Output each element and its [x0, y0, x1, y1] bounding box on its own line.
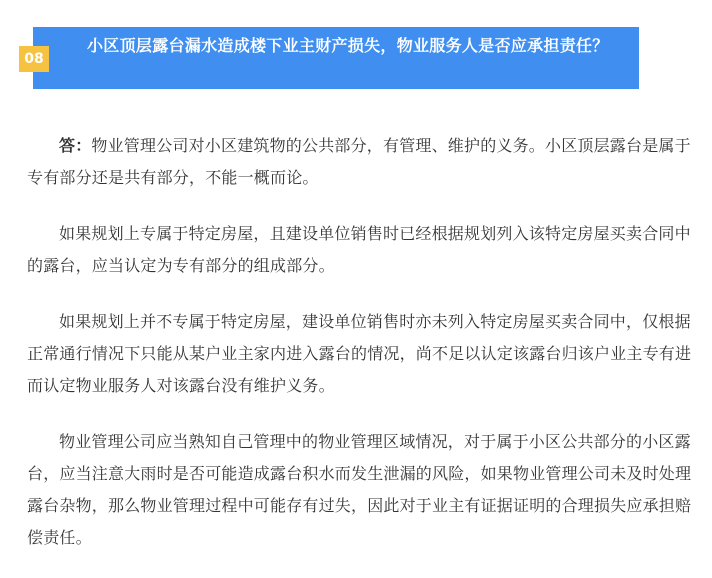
answer-label: 答：	[59, 136, 92, 155]
question-header	[19, 27, 639, 89]
question-title: 小区顶层露台漏水造成楼下业主财产损失，物业服务人是否应承担责任？	[87, 36, 609, 55]
paragraph-text: 物业管理公司对小区建筑物的公共部分，有管理、维护的义务。小区顶层露台是属于专有部分还是共有部分，不能一概而论。	[27, 136, 691, 187]
answer-paragraph-1	[27, 130, 699, 194]
answer-body	[27, 130, 699, 578]
question-title-bar	[33, 27, 639, 89]
answer-paragraph-3: 如果规划上并不专属于特定房屋，建设单位销售时亦未列入特定房屋买卖合同中，仅根据正常通行情况下只能从某户业主家内进入露台的情况，尚不足以认定该露台归该户业主专有进而认定物业服务人对该露台没有维护义务。	[27, 312, 692, 395]
answer-paragraph-4: 物业管理公司应当熟知自己管理中的物业管理区域情况，对于属于小区公共部分的小区露台，应当注意大雨时是否可能造成露台积水而发生泄漏的风险，如果物业管理公司未及时处理露台杂物，那么物业管理过程中可能存有过失，因此对于业主有证据证明的合理损失应承担赔偿责任。	[27, 432, 692, 547]
answer-paragraph-2: 如果规划上专属于特定房屋，且建设单位销售时已经根据规划列入该特定房屋买卖合同中的露台，应当认定为专有部分的组成部分。	[27, 224, 691, 275]
question-number-badge: 08	[19, 46, 49, 72]
